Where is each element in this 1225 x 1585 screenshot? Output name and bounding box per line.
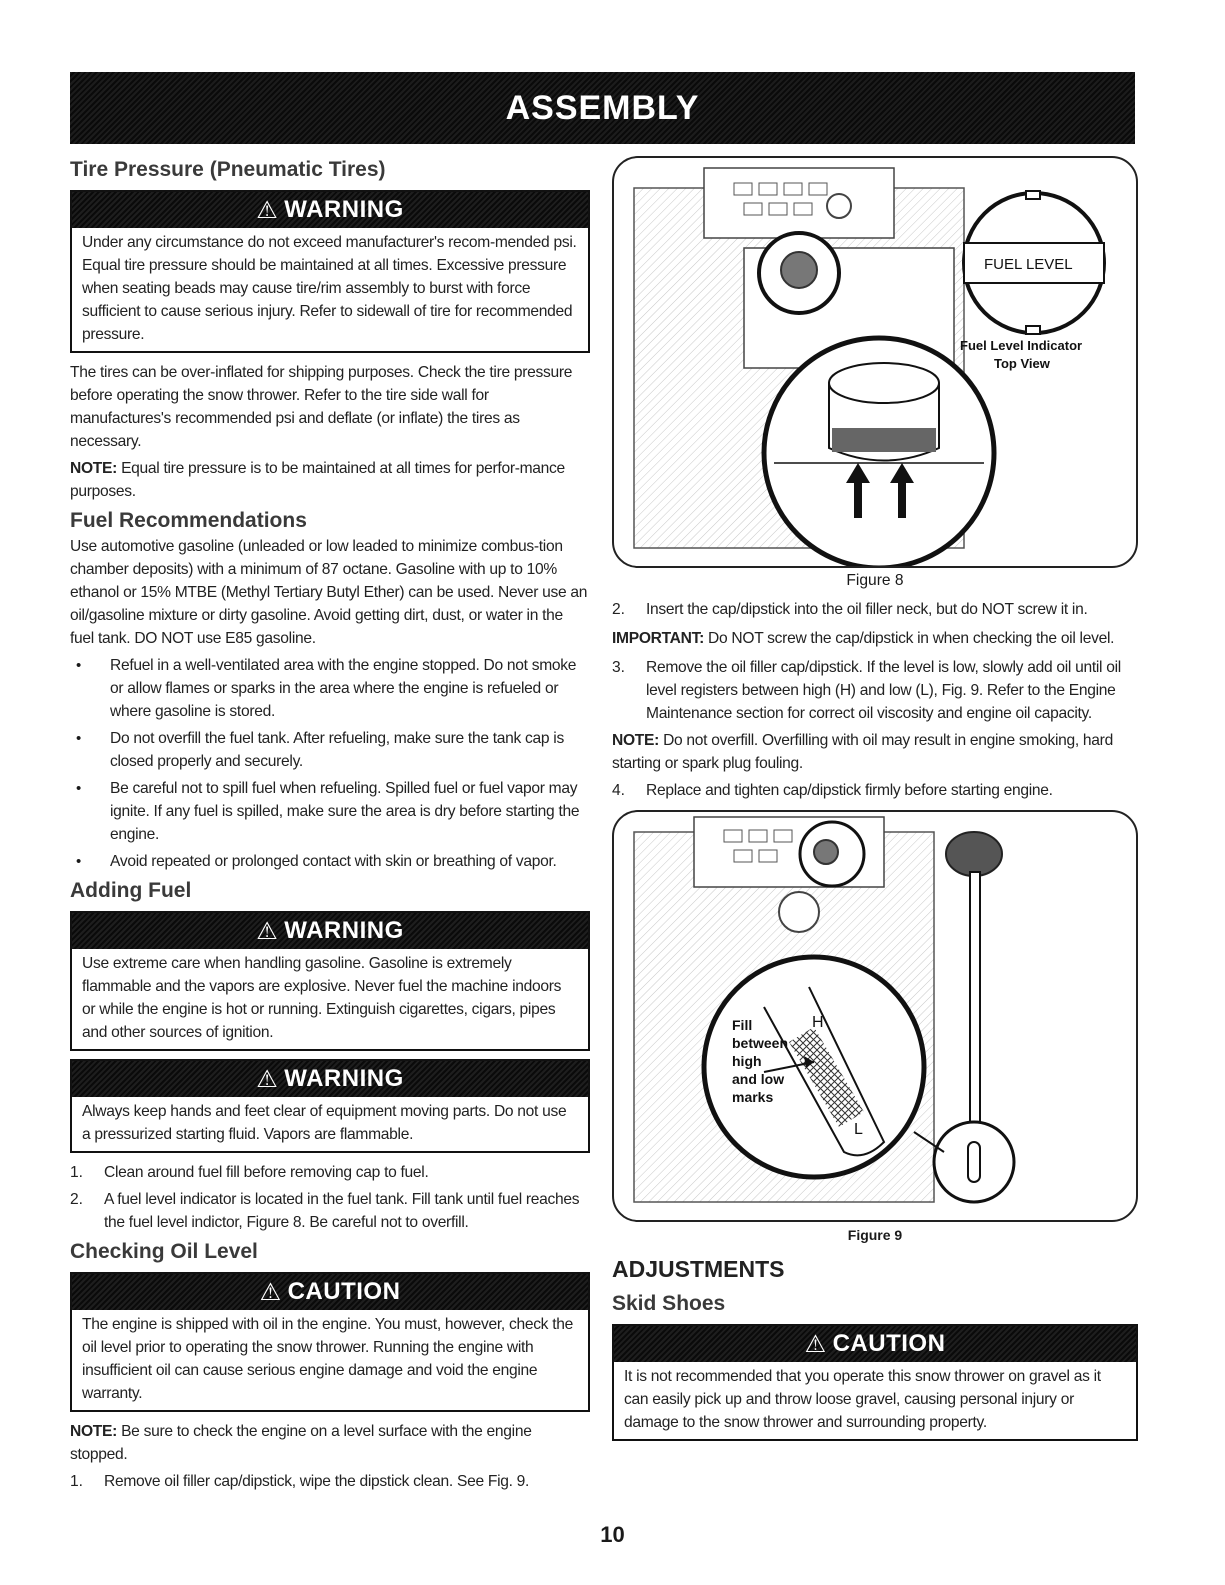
important-note	[612, 627, 1138, 650]
fill-label-line: Fill	[732, 1017, 753, 1033]
checking-oil-heading: Checking Oil Level	[70, 1240, 258, 1263]
list-item	[70, 777, 590, 846]
warning-text: Under any circumstance do not exceed manufacturer's recom-mended psi. Equal tire pressure should be maintained at all times. Excessive pressure when seating beads may cause tire/rim assembly to burst with force sufficient to cause serious injury. Refer to sidewall of tire for recommended pressure.	[82, 234, 577, 343]
page-number: 10	[600, 1522, 625, 1547]
warning-triangle-icon: ⚠	[256, 1065, 279, 1093]
step-text: Replace and tighten cap/dipstick firmly before starting engine.	[646, 782, 1053, 799]
figure-8	[612, 156, 1138, 568]
fuel-bullet-list	[70, 654, 590, 873]
step-number: 4.	[612, 782, 626, 799]
step-number: 2.	[70, 1191, 84, 1208]
list-item	[612, 656, 1138, 725]
top-view-label: Top View	[994, 356, 1050, 371]
left-column	[70, 150, 590, 1497]
adding-fuel-heading: Adding Fuel	[70, 879, 192, 902]
fuel-paragraph: Use automotive gasoline (unleaded or low leaded to minimize combus-tion chamber deposits) with a minimum of 87 octane. Gasoline with up to 10% ethanol or 15% MTBE (Methyl Tertiary Butyl Ether) can be used. Never use an oil/gasoline mixture or dirty gasoline. Avoid getting dirt, dust, or water in the fuel tank. DO NOT use E85 gasoline.	[70, 538, 588, 647]
fuel-tank-illustration	[614, 158, 1138, 566]
bullet-text: Be careful not to spill fuel when refueling. Spilled fuel or fuel vapor may ignite. If any fuel is spilled, make sure the area is dry before starting the engine.	[110, 780, 580, 843]
list-item	[70, 1188, 590, 1234]
right-column	[612, 150, 1138, 1449]
low-mark-label: L	[854, 1121, 863, 1138]
warning-triangle-icon: ⚠	[256, 196, 279, 224]
caution-triangle-icon: ⚠	[259, 1278, 282, 1306]
list-item	[70, 850, 590, 873]
caution-header	[72, 1274, 588, 1310]
fill-label-line: high	[732, 1053, 762, 1069]
tire-paragraph: The tires can be over-inflated for shipping purposes. Check the tire pressure before operating the snow thrower. Refer to the tire side wall for manufactures's recommended psi and deflate (or inflate) the tires as necessary.	[70, 364, 573, 450]
fill-label-line: and low	[732, 1071, 785, 1087]
warning-box-moving-parts	[70, 1059, 590, 1153]
fuel-level-label: FUEL LEVEL	[984, 256, 1073, 273]
note-label: NOTE:	[70, 460, 118, 477]
oil-note	[70, 1420, 590, 1466]
list-item	[70, 654, 590, 723]
step-text: Clean around fuel fill before removing cap to fuel.	[104, 1164, 429, 1181]
fill-label-line: between	[732, 1035, 789, 1051]
caution-box-oil	[70, 1272, 590, 1412]
note-text: Equal tire pressure is to be maintained at all times for perfor-mance purposes.	[70, 460, 565, 500]
step-text: A fuel level indicator is located in the fuel tank. Fill tank until fuel reaches the fuel level indictor, Figure 8. Be careful not to overfill.	[104, 1191, 580, 1231]
warning-label: WARNING	[284, 1065, 404, 1092]
warning-box-tire	[70, 190, 590, 353]
step-text: Remove oil filler cap/dipstick, wipe the dipstick clean. See Fig. 9.	[104, 1473, 530, 1490]
note-label: NOTE:	[70, 1423, 118, 1440]
adjustments-heading: ADJUSTMENTS	[612, 1256, 785, 1282]
section-banner	[70, 72, 1135, 144]
caution-label: CAUTION	[287, 1278, 401, 1305]
warning-text: Always keep hands and feet clear of equipment moving parts. Do not use a pressurized starting fluid. Vapors are flammable.	[82, 1103, 567, 1143]
list-item	[70, 1470, 590, 1493]
warning-header	[72, 192, 588, 228]
page-title: ASSEMBLY	[505, 88, 700, 127]
bullet-text: Avoid repeated or prolonged contact with skin or breathing of vapor.	[110, 853, 557, 870]
note-text: Be sure to check the engine on a level surface with the engine stopped.	[70, 1423, 532, 1463]
list-item	[70, 727, 590, 773]
bullet-text: Refuel in a well-ventilated area with the engine stopped. Do not smoke or allow flames or sparks in the area where the engine is refueled or where gasoline is stored.	[110, 657, 577, 720]
step-number: 1.	[70, 1473, 84, 1490]
overfill-note	[612, 729, 1138, 775]
high-mark-label: H	[812, 1014, 824, 1031]
step-text: Insert the cap/dipstick into the oil filler neck, but do NOT screw it in.	[646, 601, 1088, 618]
step-text: Remove the oil filler cap/dipstick. If the level is low, slowly add oil until oil level registers between high (H) and low (L), Fig. 9. Refer to the Engine Maintenance section for correct oil viscosity and engine oil capacity.	[646, 659, 1121, 722]
step-number: 2.	[612, 601, 626, 618]
important-label: IMPORTANT:	[612, 630, 704, 647]
bullet-icon: •	[76, 730, 82, 747]
warning-header	[72, 1061, 588, 1097]
caution-box-gravel	[612, 1324, 1138, 1441]
bullet-icon: •	[76, 853, 82, 870]
caution-label: CAUTION	[832, 1330, 946, 1357]
note-text: Do not overfill. Overfilling with oil may result in engine smoking, hard starting or spark plug fouling.	[612, 732, 1113, 772]
bullet-text: Do not overfill the fuel tank. After refueling, make sure the tank cap is closed properly and securely.	[110, 730, 564, 770]
warning-header	[72, 913, 588, 949]
note-label: NOTE:	[612, 732, 660, 749]
warning-triangle-icon: ⚠	[256, 917, 279, 945]
figure-9	[612, 810, 1138, 1222]
warning-text: Use extreme care when handling gasoline. Gasoline is extremely flammable and the vapors are explosive. Never fuel the machine indoors or while the engine is hot or running. Extinguish cigarettes, cigars, pipes and other sources of ignition.	[82, 955, 562, 1041]
skid-shoes-heading: Skid Shoes	[612, 1292, 726, 1315]
step-number: 3.	[612, 659, 626, 676]
warning-label: WARNING	[284, 917, 404, 944]
warning-box-gasoline	[70, 911, 590, 1051]
bullet-icon: •	[76, 780, 82, 797]
caution-header	[614, 1326, 1136, 1362]
bullet-icon: •	[76, 657, 82, 674]
caution-text: It is not recommended that you operate this snow thrower on gravel as it can easily pick up and throw loose gravel, causing personal injury or damage to the snow thrower and surrounding property.	[624, 1368, 1101, 1431]
indicator-label: Fuel Level Indicator	[960, 338, 1083, 353]
warning-label: WARNING	[284, 196, 404, 223]
fill-label-line: marks	[732, 1089, 774, 1105]
step-number: 1.	[70, 1164, 84, 1181]
caution-triangle-icon: ⚠	[804, 1330, 827, 1358]
list-item	[612, 779, 1138, 802]
list-item	[70, 1161, 590, 1184]
caution-text: The engine is shipped with oil in the engine. You must, however, check the oil level prior to operating the snow thrower. Running the engine with insufficient oil can cause serious engine damage and void the engine warranty.	[82, 1316, 573, 1402]
tire-pressure-heading: Tire Pressure (Pneumatic Tires)	[70, 158, 386, 181]
figure-9-caption: Figure 9	[847, 1227, 903, 1243]
fuel-recommendations-heading: Fuel Recommendations	[70, 509, 307, 532]
list-item	[612, 598, 1138, 621]
important-text: Do NOT screw the cap/dipstick in when checking the oil level.	[708, 630, 1115, 647]
dipstick-illustration	[614, 812, 1138, 1220]
figure-8-caption: Figure 8	[846, 572, 904, 589]
tire-note	[70, 457, 590, 503]
